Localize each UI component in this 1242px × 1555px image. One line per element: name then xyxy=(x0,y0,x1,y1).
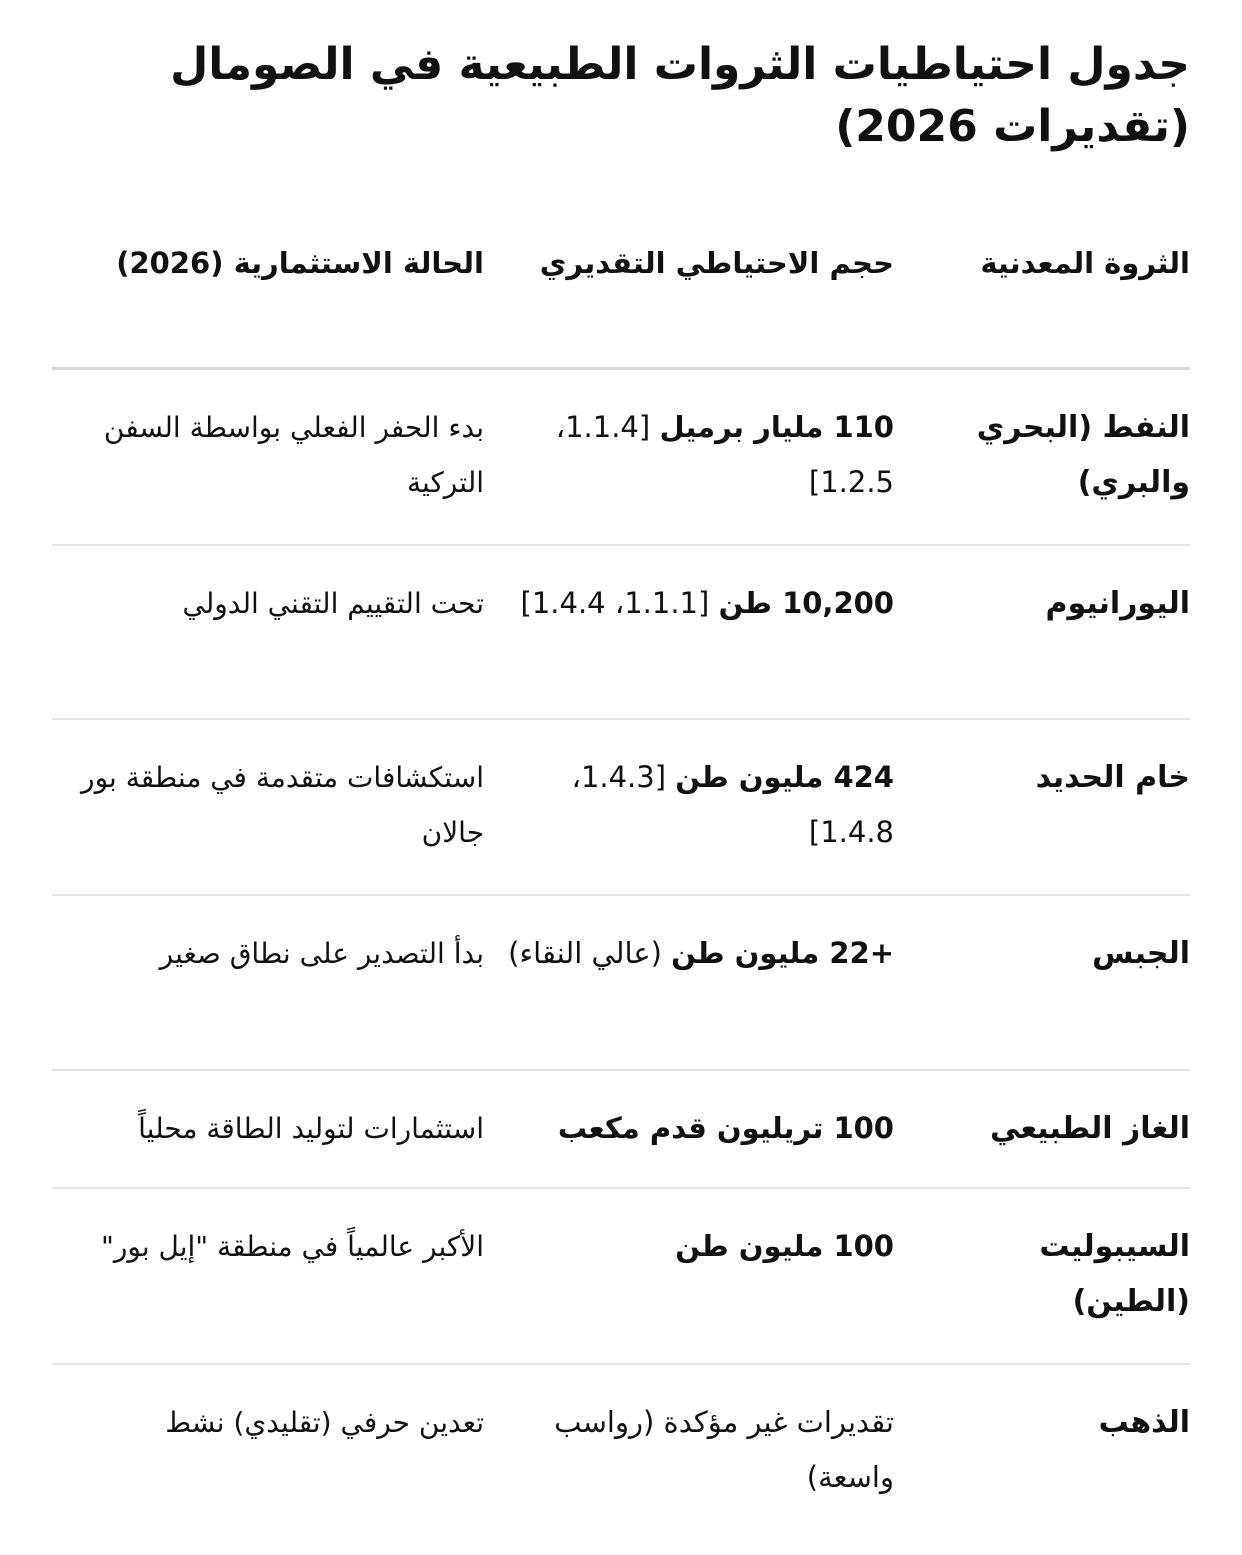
header-reserve: حجم الاحتياطي التقديري xyxy=(539,246,894,280)
table-row xyxy=(52,1189,1190,1365)
reserve-amount: 110 مليار برميل xyxy=(659,410,894,444)
table-row xyxy=(52,896,1190,1071)
reserve-cell xyxy=(484,1101,894,1187)
resource-cell: السيبوليت (الطين) xyxy=(1039,1229,1190,1319)
reserve-cell xyxy=(484,1395,894,1541)
reserve-note: (عالي النقاء) xyxy=(508,936,672,970)
status-cell: الأكبر عالمياً في منطقة "إيل بور" xyxy=(100,1230,484,1263)
table-row xyxy=(52,1071,1190,1189)
reserve-note: [1.1.4، 1.2.5] xyxy=(555,410,894,499)
reserve-cell xyxy=(484,576,894,718)
table-header-row xyxy=(52,228,1190,370)
reserve-note: [1.4.3، 1.4.8] xyxy=(571,760,894,849)
resource-cell: الذهب xyxy=(1098,1405,1190,1440)
reserve-amount: 424 مليون طن xyxy=(675,760,894,794)
table-row xyxy=(52,720,1190,896)
reserves-table xyxy=(52,228,1190,1541)
reserve-amount: 100 تريليون قدم مكعب xyxy=(557,1111,894,1145)
table-row xyxy=(52,370,1190,546)
reserve-cell xyxy=(484,750,894,894)
reserve-cell xyxy=(484,1219,894,1363)
header-status: الحالة الاستثمارية (2026) xyxy=(116,246,484,280)
status-cell: تحت التقييم التقني الدولي xyxy=(182,587,484,620)
reserve-cell xyxy=(484,926,894,1069)
status-cell: بدأ التصدير على نطاق صغير xyxy=(159,937,484,970)
resource-cell: خام الحديد xyxy=(1035,760,1190,795)
resource-cell: الغاز الطبيعي xyxy=(989,1111,1190,1146)
header-resource: الثروة المعدنية xyxy=(980,246,1190,280)
status-cell: تعدين حرفي (تقليدي) نشط xyxy=(165,1406,484,1439)
resource-cell: الجبس xyxy=(1092,936,1190,971)
status-cell: استكشافات متقدمة في منطقة بور جالان xyxy=(81,761,484,849)
resource-cell: اليورانيوم xyxy=(1045,586,1190,621)
reserve-amount: 10,200 طن xyxy=(718,586,894,620)
table-row xyxy=(52,1365,1190,1541)
table-row xyxy=(52,546,1190,720)
reserve-note: [1.1.1، 1.4.4] xyxy=(520,586,719,620)
reserve-cell xyxy=(484,400,894,544)
reserve-amount: +22 مليون طن xyxy=(671,936,894,970)
page-title: جدول احتياطيات الثروات الطبيعية في الصومال (تقديرات 2026) xyxy=(170,39,1190,152)
resource-cell: النفط (البحري والبري) xyxy=(976,410,1190,500)
reserve-note: تقديرات غير مؤكدة (رواسب واسعة) xyxy=(554,1405,894,1494)
status-cell: استثمارات لتوليد الطاقة محلياً xyxy=(138,1112,484,1145)
reserve-amount: 100 مليون طن xyxy=(675,1229,894,1263)
status-cell: بدء الحفر الفعلي بواسطة السفن التركية xyxy=(103,411,484,499)
